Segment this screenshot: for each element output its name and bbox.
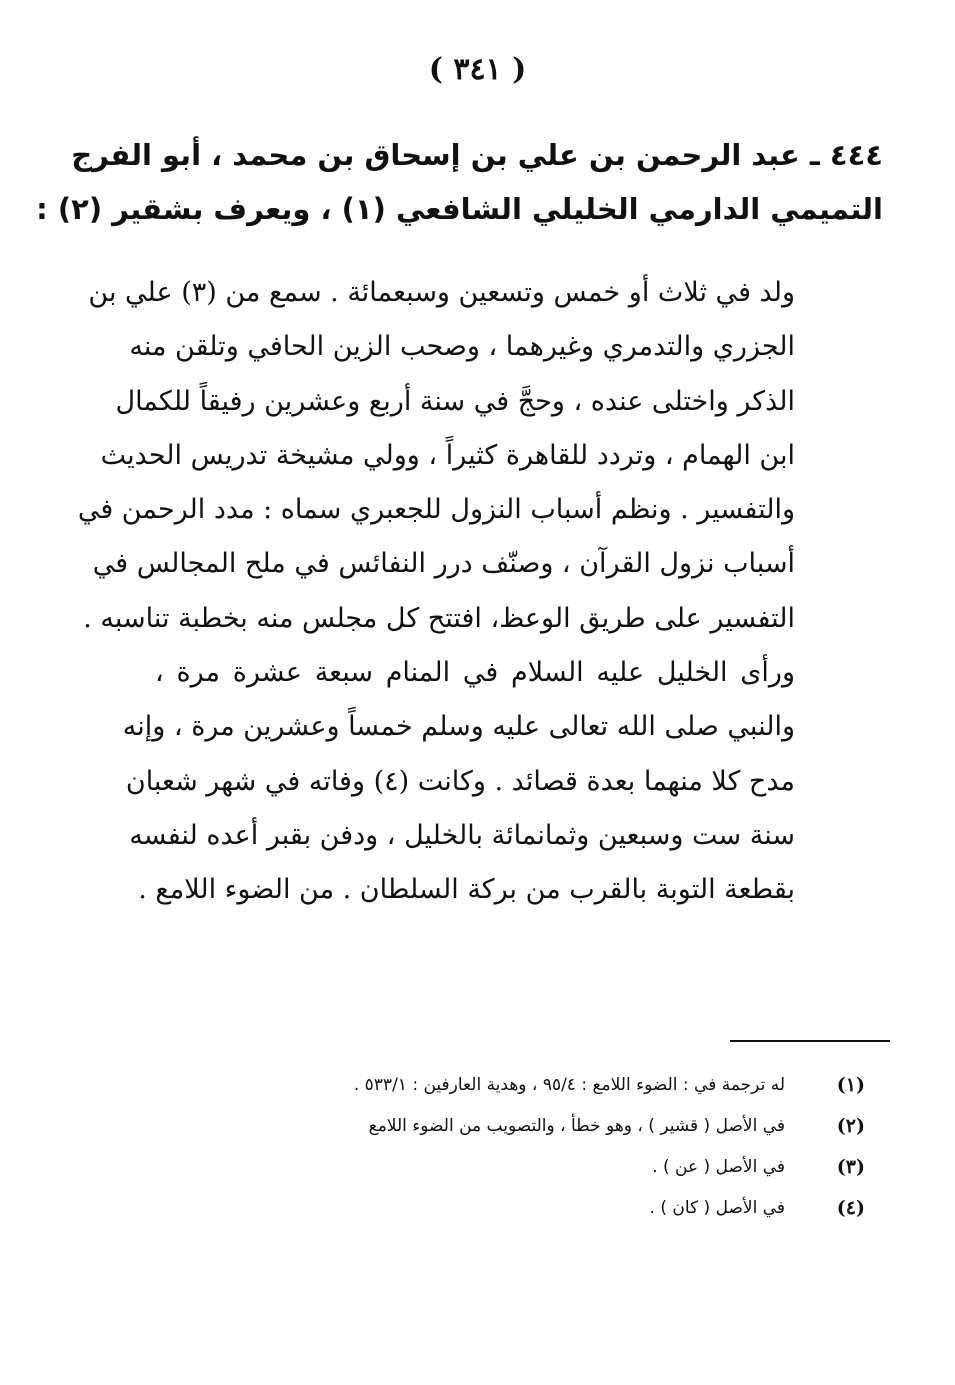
body-line: سنة ست وسبعين وثمانمائة بالخليل ، ودفن بقبر أعده لنفسه — [129, 819, 795, 851]
body-line: أسباب نزول القرآن ، وصنّف درر النفائس في ملح المجالس في — [92, 548, 795, 580]
footnote-item — [165, 1064, 865, 1105]
entry-body — [77, 266, 795, 918]
footnote-text: له ترجمة في : الضوء اللامع : ٩٥/٤ ، وهدية العارفين : ٥٣٣/١ . — [353, 1074, 785, 1095]
entry-heading — [36, 128, 883, 236]
body-line: والنبي صلى الله تعالى عليه وسلم خمساً وعشرين مرة ، وإنه — [122, 711, 795, 743]
footnote-number: (١) — [836, 1073, 865, 1096]
body-line: الذكر واختلى عنده ، وحجَّ في سنة أربع وعشرين رفيقاً للكمال — [115, 385, 795, 417]
footnote-text: في الأصل ( عن ) . — [652, 1156, 785, 1177]
body-line: ورأى الخليل عليه السلام في المنام سبعة عشرة مرة ، — [155, 657, 795, 689]
footnote-number: (٣) — [836, 1155, 865, 1178]
body-line: ولد في ثلاث أو خمس وتسعين وسبعمائة . سمع من (٣) علي بن — [88, 277, 795, 308]
footnote-text: في الأصل ( كان ) . — [649, 1197, 785, 1218]
footnotes — [165, 1064, 865, 1228]
page-number: ( ٣٤١ ) — [428, 52, 527, 87]
body-line: بقطعة التوبة بالقرب من بركة السلطان . من الضوء اللامع . — [138, 874, 795, 906]
footnote-separator — [730, 1040, 890, 1042]
footnote-number: (٤) — [836, 1196, 865, 1219]
footnote-item — [165, 1146, 865, 1187]
footnote-item — [165, 1105, 865, 1146]
body-line: مدح كلا منهما بعدة قصائد . وكانت (٤) وفاته في شهر شعبان — [125, 765, 795, 797]
body-line: ابن الهمام ، وتردد للقاهرة كثيراً ، وولي مشيخة تدريس الحديث — [100, 439, 795, 471]
body-line: الجزري والتدمري وغيرهما ، وصحب الزين الحافي وتلقن منه — [129, 331, 795, 363]
body-line: التفسير على طريق الوعظ، افتتح كل مجلس منه بخطبة تناسبه . — [83, 602, 795, 634]
footnote-text: في الأصل ( قشير ) ، وهو خطأ ، والتصويب من الضوء اللامع — [368, 1115, 785, 1136]
heading-line: التميمي الدارمي الخليلي الشافعي (١) ، ويعرف بشقير (٢) : — [36, 192, 883, 226]
heading-line: ٤٤٤ ـ عبد الرحمن بن علي بن إسحاق بن محمد ، أبو الفرج — [71, 138, 883, 172]
footnote-number: (٢) — [836, 1114, 865, 1137]
body-line: والتفسير . ونظم أسباب النزول للجعبري سماه : مدد الرحمن في — [77, 494, 795, 526]
footnote-item — [165, 1187, 865, 1228]
